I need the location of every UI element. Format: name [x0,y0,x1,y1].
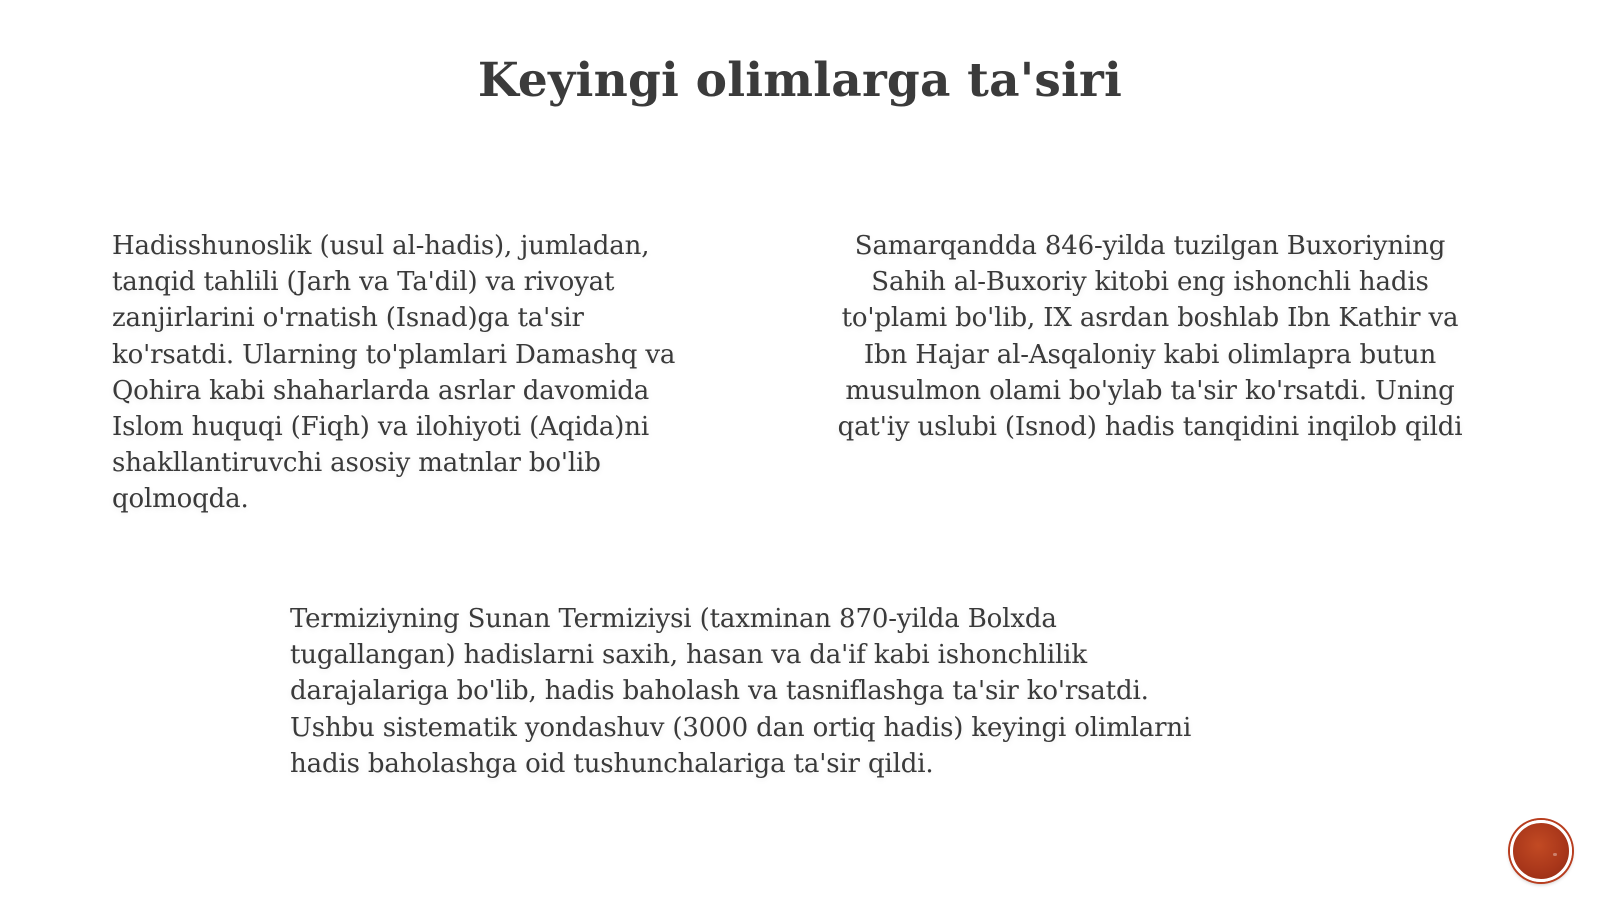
paragraph-line: to'plami bo'lib, IX asrdan boshlab Ibn Kathir va [841,303,1459,334]
paragraph-line: shakllantiruvchi asosiy matnlar bo'lib [112,448,601,479]
left-paragraph [112,228,772,518]
nav-button-highlight [1553,853,1557,856]
slide-title: Keyingi olimlarga ta'siri [477,53,1123,108]
slide-nav-button[interactable] [1510,820,1572,882]
paragraph-line: Sahih al-Buxoriy kitobi eng ishonchli hadis [871,267,1429,298]
paragraph-line: Samarqandda 846-yilda tuzilgan Buxoriyning [854,231,1446,261]
paragraph-line: darajalariga bo'lib, hadis baholash va tasniflashga ta'sir ko'rsatdi. [290,676,1149,707]
bottom-paragraph [290,601,1310,782]
paragraph-line: ko'rsatdi. Ularning to'plamlari Damashq va [112,339,676,370]
paragraph-line: Ushbu sistematik yondashuv (3000 dan ortiq hadis) keyingi olimlarni [290,712,1192,743]
right-paragraph [800,228,1500,445]
paragraph-line: qat'iy uslubi (Isnod) hadis tanqidini inqilob qildi [837,412,1463,443]
paragraph-line: Qohira kabi shaharlarda asrlar davomida [112,375,650,406]
paragraph-line: Termiziyning Sunan Termiziysi (taxminan 870-yilda Bolxda [290,604,1057,634]
paragraph-line: musulmon olami bo'ylab ta'sir ko'rsatdi. Uning [845,375,1455,406]
paragraph-line: tanqid tahlili (Jarh va Ta'dil) va rivoyat [112,267,615,298]
paragraph-line: tugallangan) hadislarni saxih, hasan va da'if kabi ishonchlilik [290,640,1087,671]
paragraph-line: hadis baholashga oid tushunchalariga ta'sir qildi. [290,748,934,779]
paragraph-line: Hadisshunoslik (usul al-hadis), jumladan, [112,231,650,261]
paragraph-line: zanjirlarini o'rnatish (Isnad)ga ta'sir [112,303,584,334]
paragraph-line: qolmoqda. [112,484,249,515]
paragraph-line: Islom huquqi (Fiqh) va ilohiyoti (Aqida)ni [112,412,649,443]
paragraph-line: Ibn Hajar al-Asqaloniy kabi olimlapra butun [863,339,1437,370]
